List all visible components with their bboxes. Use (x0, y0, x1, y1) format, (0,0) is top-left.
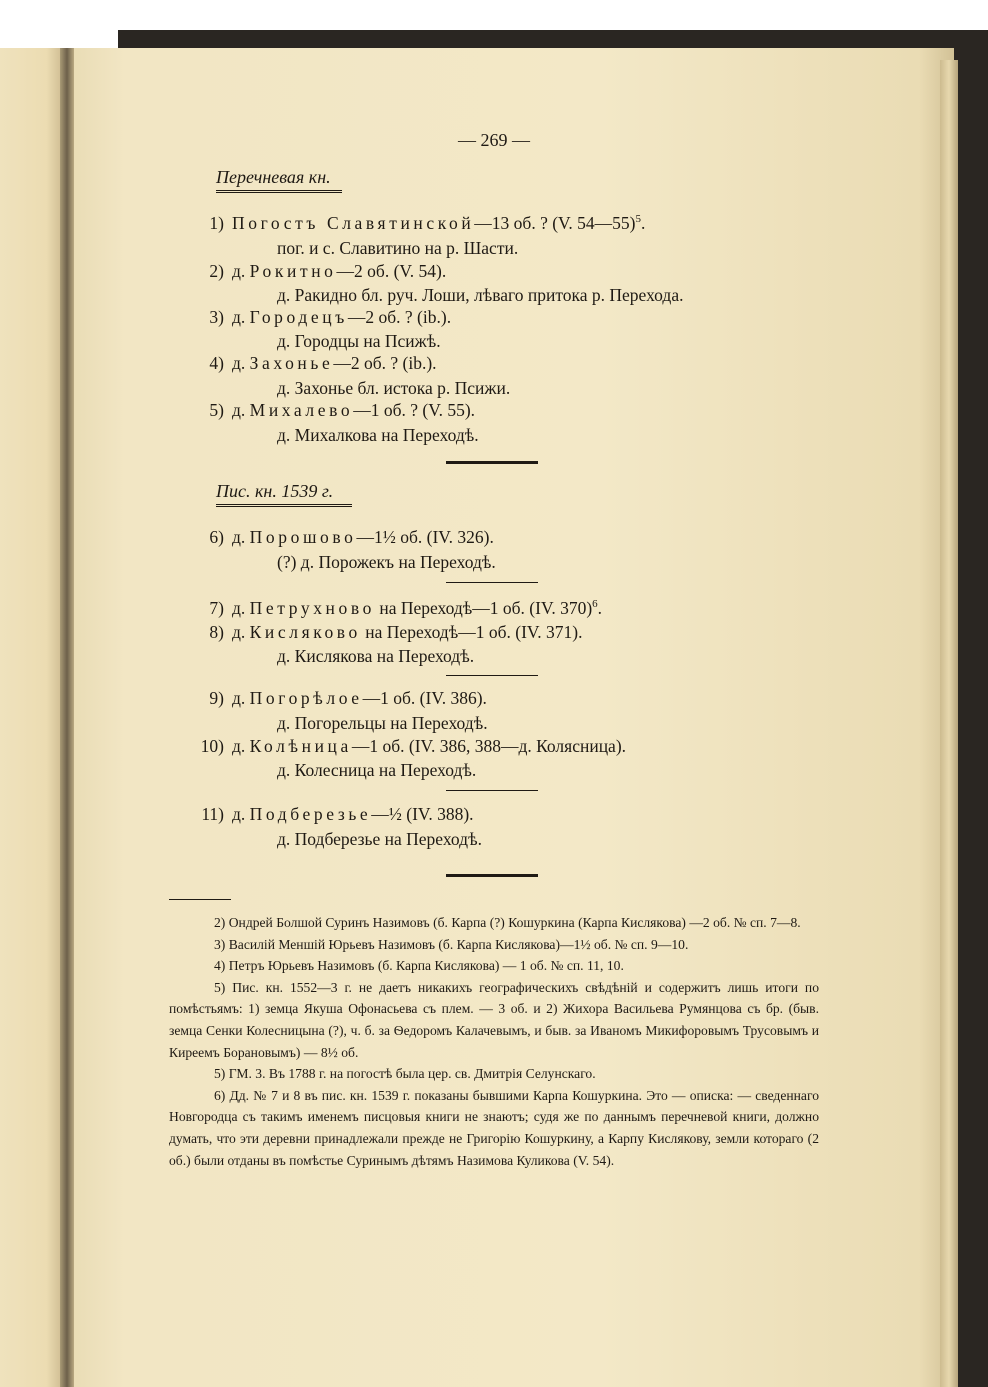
entry-10-sub: д. Колесница на Переходѣ. (277, 760, 477, 780)
section-divider (446, 461, 538, 464)
footnote: 4) Петръ Юрьевъ Назимовъ (б. Карпа Кислякова) — 1 об. № сп. 11, 10. (214, 958, 624, 974)
section-heading-2: Пис. кн. 1539 г. (216, 481, 334, 501)
footnote: 3) Василій Меншій Юрьевъ Назимовъ (б. Карпа Кислякова)—1½ об. № сп. 9—10. (214, 936, 689, 952)
footnote: 2) Ондрей Болшой Суринъ Назимовъ (б. Карпа (?) Кошуркина (Карпа Кислякова) —2 об. № сп. 7—8. (214, 915, 801, 930)
section-heading-1: Перечневая кн. (216, 167, 331, 187)
page-number: — 269 — (458, 130, 530, 150)
entry-8-sub: д. Кислякова на Переходѣ. (277, 646, 475, 666)
entry-6-sub: (?) д. Порожекъ на Переходѣ. (277, 552, 496, 572)
footnote: 5) ГМ. 3. Въ 1788 г. на погостѣ была цер. св. Дмитрія Селунскаго. (214, 1066, 596, 1082)
entry-3-sub: д. Городцы на Псижѣ. (277, 331, 441, 351)
entry-11-sub: д. Подберезье на Переходѣ. (277, 829, 482, 849)
group-divider (446, 675, 538, 676)
group-divider (446, 790, 538, 791)
page-edge (940, 60, 958, 1387)
footnotes (169, 912, 819, 1171)
book-gutter (60, 48, 74, 1387)
entry-5-sub: д. Михалкова на Переходѣ. (277, 425, 479, 445)
heading-underline-1 (216, 190, 342, 193)
entry-2-sub: д. Ракидно бл. руч. Лоши, лѣваго притока р. Перехода. (277, 285, 684, 305)
section-divider (446, 874, 538, 877)
group-divider (446, 582, 538, 583)
footnote-separator (169, 899, 231, 900)
entry-4-sub: д. Захонье бл. истока р. Псижи. (277, 378, 511, 398)
heading-underline-2 (216, 504, 352, 507)
left-page (0, 48, 66, 1387)
footnote: 5) Пис. кн. 1552—3 г. не даетъ никакихъ географическихъ свѣдѣній и содержитъ лишь итоги по помѣстьямъ: 1) земца Якуша Офонасьева съ плем. — 3 об. и 2) Жихора Васильева Румянцова съ бр. (быв. земца Сенки Колесницына (?), ч. б. за Ѳедоромъ Калачевымъ, и быв. за Иваномъ Микифоровымъ Трусовымъ и Киреемъ Борановымъ) — 8½ об. (169, 979, 819, 1060)
footnote: 6) Дд. № 7 и 8 въ пис. кн. 1539 г. показаны бывшими Карпа Кошуркина. Это — описка: — сведеннаго Новгородца съ такимъ именемъ писцовыя книги не знаютъ; судя же по даннымъ перечневой книги, должно думать, что эти деревни принадлежали прежде не Григорію Кошуркину, а Карпу Кислякову, земли котораго (2 об.) были отданы въ помѣстье Суринымъ дѣтямъ Назимова Куликова (V. 54). (169, 1087, 819, 1168)
entry-9-sub: д. Погорельцы на Переходѣ. (277, 713, 488, 733)
entry-1-sub: пог. и с. Славитино на р. Шасти. (277, 238, 519, 258)
